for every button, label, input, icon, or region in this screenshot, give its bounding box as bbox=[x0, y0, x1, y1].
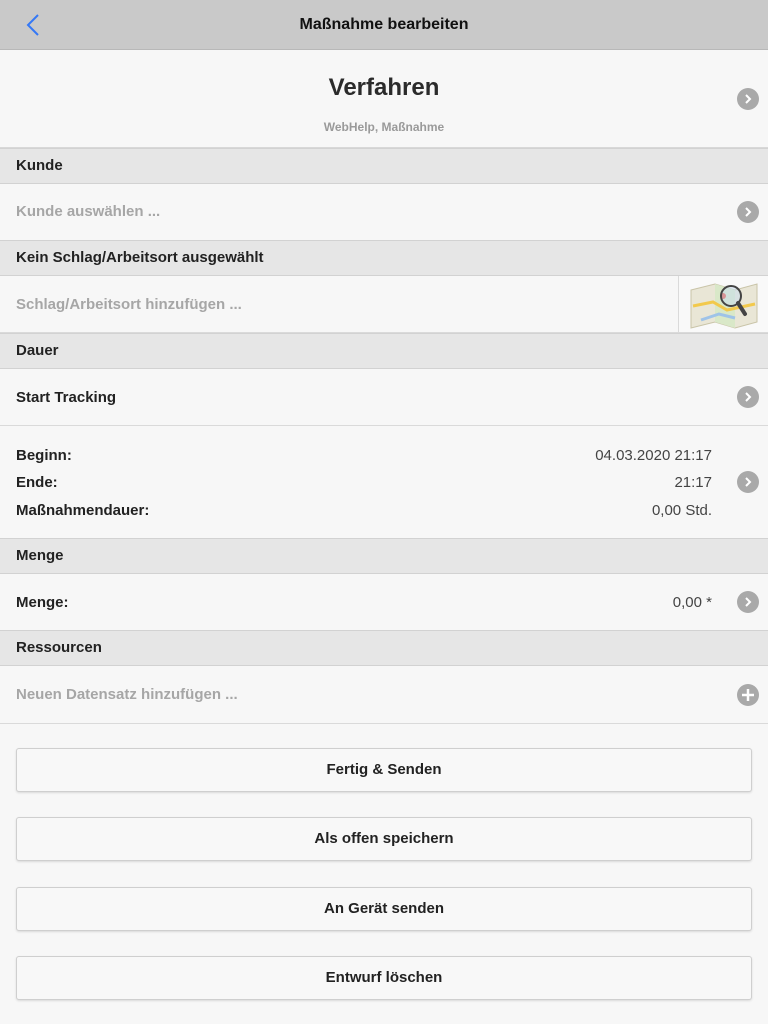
save-open-button[interactable]: Als offen speichern bbox=[16, 817, 752, 861]
quantity-value: 0,00 * bbox=[672, 594, 712, 611]
ende-label: Ende: bbox=[16, 474, 58, 491]
dauer-label: Maßnahmendauer: bbox=[16, 502, 150, 519]
add-resource-row[interactable] bbox=[0, 666, 768, 724]
customer-select-row[interactable] bbox=[0, 184, 768, 241]
beginn-value: 04.03.2020 21:17 bbox=[595, 447, 712, 464]
quantity-label: Menge: bbox=[16, 594, 69, 611]
chevron-right-icon[interactable] bbox=[737, 88, 759, 110]
procedure-subtitle: WebHelp, Maßnahme bbox=[323, 120, 445, 134]
duration-detail-row[interactable] bbox=[0, 426, 768, 539]
ende-value: 21:17 bbox=[674, 474, 712, 491]
field-placeholder: Schlag/Arbeitsort hinzufügen ... bbox=[16, 296, 242, 313]
map-button[interactable] bbox=[678, 276, 768, 332]
delete-draft-button[interactable]: Entwurf löschen bbox=[16, 956, 752, 1000]
page-title: Maßnahme bearbeiten bbox=[299, 16, 469, 33]
chevron-right-icon[interactable] bbox=[737, 471, 759, 493]
quantity-row[interactable] bbox=[0, 574, 768, 631]
send-to-device-button[interactable]: An Gerät senden bbox=[16, 887, 752, 931]
chevron-right-icon[interactable] bbox=[737, 201, 759, 223]
plus-icon[interactable] bbox=[737, 684, 759, 706]
field-select-row[interactable] bbox=[0, 276, 768, 333]
customer-placeholder: Kunde auswählen ... bbox=[16, 203, 161, 220]
map-search-icon bbox=[679, 276, 768, 332]
chevron-right-icon[interactable] bbox=[737, 386, 759, 408]
dauer-value: 0,00 Std. bbox=[651, 502, 712, 519]
start-tracking-label: Start Tracking bbox=[16, 389, 117, 406]
add-resource-placeholder: Neuen Datensatz hinzufügen ... bbox=[16, 686, 238, 703]
chevron-right-icon[interactable] bbox=[737, 591, 759, 613]
procedure-title: Verfahren bbox=[328, 74, 440, 101]
beginn-label: Beginn: bbox=[16, 447, 72, 464]
finish-send-button[interactable]: Fertig & Senden bbox=[16, 748, 752, 792]
section-header-dauer: Dauer bbox=[0, 333, 768, 369]
section-header-schlag: Kein Schlag/Arbeitsort ausgewählt bbox=[0, 240, 768, 276]
section-header-menge: Menge bbox=[0, 538, 768, 574]
section-header-ressourcen: Ressourcen bbox=[0, 630, 768, 666]
procedure-header[interactable] bbox=[0, 50, 768, 148]
navigation-bar bbox=[0, 0, 768, 50]
start-tracking-row[interactable] bbox=[0, 369, 768, 426]
section-header-kunde: Kunde bbox=[0, 148, 768, 184]
